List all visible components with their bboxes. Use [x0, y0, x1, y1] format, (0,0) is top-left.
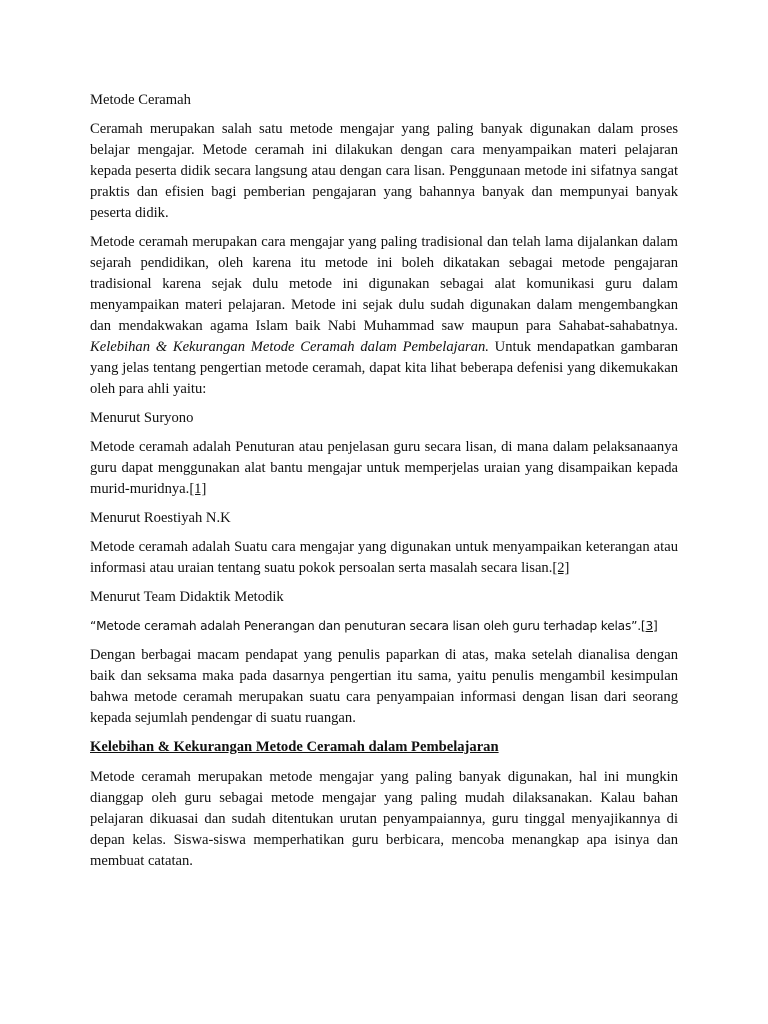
paragraph-roestiyah-text: Metode ceramah adalah Suatu cara mengajar yang digunakan untuk menyampaikan keterangan atau informasi atau uraian tentang suatu pokok persoalan serta masalah secara lisan. — [90, 539, 678, 576]
section-heading-kelebihan: Kelebihan & Kekurangan Metode Ceramah dalam Pembelajaran — [90, 739, 499, 755]
footnote-link-2[interactable]: [2] — [552, 560, 570, 576]
footnote-link-3[interactable]: [3] — [640, 619, 658, 633]
heading-roestiyah: Menurut Roestiyah N.K — [90, 510, 231, 526]
quote-text: “Metode ceramah adalah Penerangan dan penuturan secara lisan oleh guru terhadap kelas”. — [90, 619, 641, 633]
quote-team-didaktik — [90, 616, 678, 637]
heading-suryono: Menurut Suryono — [90, 410, 194, 426]
paragraph-intro: Ceramah merupakan salah satu metode mengajar yang paling banyak digunakan dalam proses belajar mengajar. Metode ceramah ini dilakukan dengan cara menyampaikan materi pelajaran kepada peserta didik secara langsung atau dengan cara lisan. Penggunaan metode ini sifatnya sangat praktis dan efisien bagi pemberian pengajaran yang bahannya banyak dan mempunyai banyak peserta didik. — [90, 121, 678, 221]
footnote-link-1[interactable]: [1] — [189, 481, 207, 497]
paragraph-tradisional — [90, 232, 678, 400]
paragraph-suryono — [90, 437, 678, 500]
paragraph-tradisional-text: Metode ceramah merupakan cara mengajar yang paling tradisional dan telah lama dijalankan dalam sejarah pendidikan, oleh karena itu metode ini boleh dikatakan sebagai metode pengajaran tradisional karena sejak dulu metode ini digunakan sebagai alat komunikasi guru dalam menyampaikan materi pelajaran. Metode ini sejak dulu sudah digunakan dalam mengembangkan dan mendakwakan agama Islam baik Nabi Muhammad saw maupun para Sahabat-sahabatnya. — [90, 234, 678, 334]
document-title: Metode Ceramah — [90, 92, 191, 108]
paragraph-kesimpulan: Dengan berbagai macam pendapat yang penulis paparkan di atas, maka setelah dianalisa dengan baik dan seksama maka pada dasarnya pengertian itu sama, yaitu penulis mengambil kesimpulan bahwa metode ceramah merupakan suatu cara penyampaian informasi dengan lisan dari seorang kepada sejumlah pendengar di suatu ruangan. — [90, 647, 678, 726]
paragraph-roestiyah — [90, 537, 678, 579]
paragraph-suryono-text: Metode ceramah adalah Penuturan atau penjelasan guru secara lisan, di mana dalam pelaksanaanya guru dapat menggunakan alat bantu mengajar untuk memperjelas uraian yang disampaikan kepada murid-muridnya. — [90, 439, 678, 497]
paragraph-tradisional-end: Untuk mendapatkan gambaran yang jelas tentang pengertian metode ceramah, dapat kita lihat beberapa defenisi yang dikemukakan oleh para ahli yaitu: — [90, 339, 679, 397]
heading-team-didaktik: Menurut Team Didaktik Metodik — [90, 589, 284, 605]
paragraph-kelebihan: Metode ceramah merupakan metode mengajar yang paling banyak digunakan, hal ini mungkin dianggap oleh guru sebagai metode mengajar yang paling mudah dilaksanakan. Kalau bahan pelajaran dikuasai dan sudah ditentukan urutan penyampaiannya, guru tinggal menyajikannya di depan kelas. Siswa-siswa memperhatikan guru berbicara, mencoba menangkap apa isinya dan membuat catatan. — [90, 769, 678, 869]
paragraph-tradisional-italic: Kelebihan & Kekurangan Metode Ceramah dalam Pembelajaran. — [90, 339, 489, 355]
